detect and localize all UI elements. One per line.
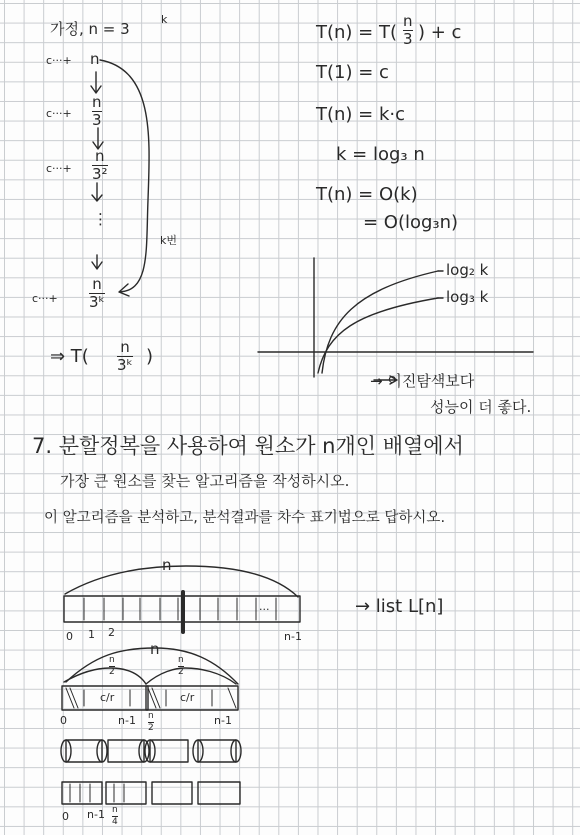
index-1: 1	[88, 628, 95, 641]
n-label-mid: n	[150, 640, 160, 658]
row4-index-quarter: n 4	[112, 805, 118, 827]
k-times-label: k번	[160, 234, 177, 247]
conclusion-line-1: → 이진탐색보다	[370, 372, 475, 390]
base-case: T(1) = c	[316, 62, 389, 83]
recurrence-right: ) + c	[418, 22, 462, 43]
big-o-k: T(n) = O(k)	[316, 184, 418, 205]
problem-line-1: 7. 분할정복을 사용하여 원소가 n개인 배열에서	[32, 434, 464, 458]
down-arrow-icon	[91, 72, 101, 93]
series-prefix: c···+	[32, 292, 58, 305]
result-fraction: n 3ᵏ	[117, 338, 133, 374]
series-prefix: c···+	[46, 107, 72, 120]
ellipsis: ···	[259, 603, 270, 616]
assumption-exponent: k	[161, 13, 168, 26]
recurrence-left: T(n) = T(	[316, 22, 397, 43]
problem-line-2: 가장 큰 원소를 찾는 알고리즘을 작성하시오.	[60, 472, 350, 490]
vertical-dots: ⋮	[93, 210, 108, 228]
half-fraction-left: n 2	[109, 655, 115, 677]
fraction-n-over-3k: n 3ᵏ	[89, 275, 105, 311]
k-equals-log: k = log₃ n	[336, 144, 425, 165]
row2-index-0: 0	[60, 714, 67, 727]
log3-curve	[318, 298, 438, 373]
half-fraction-right: n 2	[178, 655, 184, 677]
problem-line-3: 이 알고리즘을 분석하고, 분석결과를 차수 표기법으로 답하시오.	[44, 510, 446, 526]
result-prefix: ⇒ T(	[50, 346, 89, 367]
down-arrow-icon	[93, 128, 103, 149]
fraction-n-over-3-squared: n 3²	[92, 147, 108, 183]
n-label-top: n	[162, 556, 172, 574]
series-prefix: c···+	[46, 54, 72, 67]
index-n-1: n-1	[284, 630, 302, 643]
index-0: 0	[66, 630, 73, 643]
fraction-n-over-3: n 3	[92, 93, 102, 129]
list-label: → list L[n]	[355, 596, 444, 617]
tn-equals-kc: T(n) = k·c	[316, 104, 406, 125]
recurrence-fraction: n 3	[403, 12, 413, 48]
row4-index-quarter-minus-1: n-1	[87, 808, 105, 821]
down-arrow-icon	[92, 183, 102, 201]
row2-index-half-minus-1: n-1	[118, 714, 136, 727]
series-term-n: n	[90, 50, 100, 68]
row2-index-n-1: n-1	[214, 714, 232, 727]
big-o-log: = O(log₃n)	[363, 212, 459, 233]
log3-curve-label: log₃ k	[446, 288, 489, 306]
row2-index-half: n 2	[148, 711, 154, 733]
down-arrow-icon	[92, 255, 102, 269]
row4-index-0: 0	[62, 810, 69, 823]
cir-label-right: c/r	[180, 691, 195, 704]
log2-curve	[322, 271, 438, 373]
index-2: 2	[108, 626, 115, 639]
series-prefix: c···+	[46, 162, 72, 175]
cir-label-left: c/r	[100, 691, 115, 704]
log2-curve-label: log₂ k	[446, 261, 489, 279]
result-suffix: )	[146, 346, 154, 367]
conclusion-line-2: 성능이 더 좋다.	[430, 398, 532, 416]
assumption-text: 가정, n = 3	[50, 20, 130, 38]
